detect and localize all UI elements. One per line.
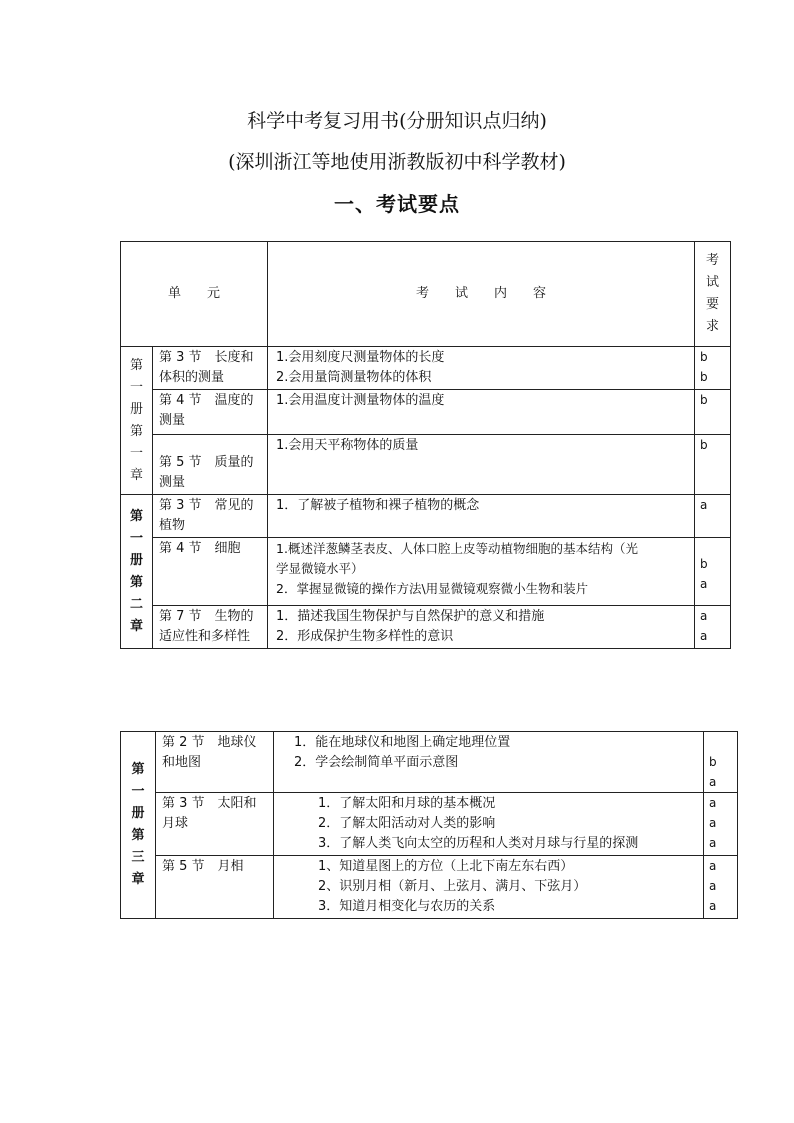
requirement-cell: a a a	[704, 856, 738, 919]
content-cell: 1.会用温度计测量物体的温度	[268, 390, 695, 435]
table-row	[121, 856, 738, 919]
table-row	[121, 347, 731, 390]
requirement-cell: a a	[695, 606, 731, 649]
requirement-cell: b	[695, 390, 731, 435]
section-cell: 第 5 节 质量的 测量	[153, 435, 268, 495]
table-row	[121, 435, 731, 495]
requirement-cell: b	[695, 435, 731, 495]
requirement-cell: a a a	[704, 793, 738, 856]
table-row	[121, 390, 731, 435]
content-cell: 1．描述我国生物保护与自然保护的意义和措施 2．形成保护生物多样性的意识	[268, 606, 695, 649]
header-requirement: 考 试 要 求	[695, 242, 731, 347]
exam-points-table-2	[120, 731, 738, 919]
exam-points-table-1	[120, 241, 731, 649]
section-cell: 第 4 节 温度的 测量	[153, 390, 268, 435]
requirement-cell: b a	[695, 538, 731, 606]
content-cell: 1、知道星图上的方位（上北下南左东右西） 2、识别月相（新月、上弦月、满月、下弦月） 3．知道月相变化与农历的关系	[274, 856, 704, 919]
document-title: 科学中考复习用书(分册知识点归纳)	[247, 110, 547, 132]
table-row	[121, 495, 731, 538]
table-row	[121, 606, 731, 649]
table-row	[121, 793, 738, 856]
header-content: 考 试 内 容	[268, 242, 695, 347]
table-row	[121, 538, 731, 606]
content-cell: 1．了解被子植物和裸子植物的概念	[268, 495, 695, 538]
content-cell: 1.会用天平称物体的质量	[268, 435, 695, 495]
requirement-cell: b b	[695, 347, 731, 390]
content-cell: 1.概述洋葱鳞茎表皮、人体口腔上皮等动植物细胞的基本结构（光 学显微镜水平） 2．掌握显微镜的操作方法\用显微镜观察微小生物和装片	[268, 538, 695, 606]
table-row	[121, 732, 738, 793]
header-unit: 单 元	[121, 242, 268, 347]
table-header-row	[121, 242, 731, 347]
chapter-label: 第 一 册 第 一 章	[121, 347, 153, 495]
requirement-cell: b a	[704, 732, 738, 793]
requirement-cell: a	[695, 495, 731, 538]
section-heading: 一、考试要点	[334, 192, 460, 216]
content-cell: 1.会用刻度尺测量物体的长度 2.会用量筒测量物体的体积	[268, 347, 695, 390]
chapter-label: 第 一 册 第 二 章	[121, 495, 153, 649]
chapter-label: 第 一 册 第 三 章	[121, 732, 156, 919]
section-cell: 第 3 节 常见的 植物	[153, 495, 268, 538]
section-cell: 第 3 节 长度和 体积的测量	[153, 347, 268, 390]
section-cell: 第 5 节 月相	[156, 856, 274, 919]
content-cell: 1．了解太阳和月球的基本概况 2．了解太阳活动对人类的影响 3．了解人类飞向太空的历程和人类对月球与行星的探测	[274, 793, 704, 856]
section-cell: 第 3 节 太阳和 月球	[156, 793, 274, 856]
section-cell: 第 7 节 生物的 适应性和多样性	[153, 606, 268, 649]
section-cell: 第 2 节 地球仪 和地图	[156, 732, 274, 793]
document-subtitle: (深圳浙江等地使用浙教版初中科学教材)	[228, 151, 566, 173]
section-cell: 第 4 节 细胞	[153, 538, 268, 606]
content-cell: 1．能在地球仪和地图上确定地理位置 2．学会绘制简单平面示意图	[274, 732, 704, 793]
